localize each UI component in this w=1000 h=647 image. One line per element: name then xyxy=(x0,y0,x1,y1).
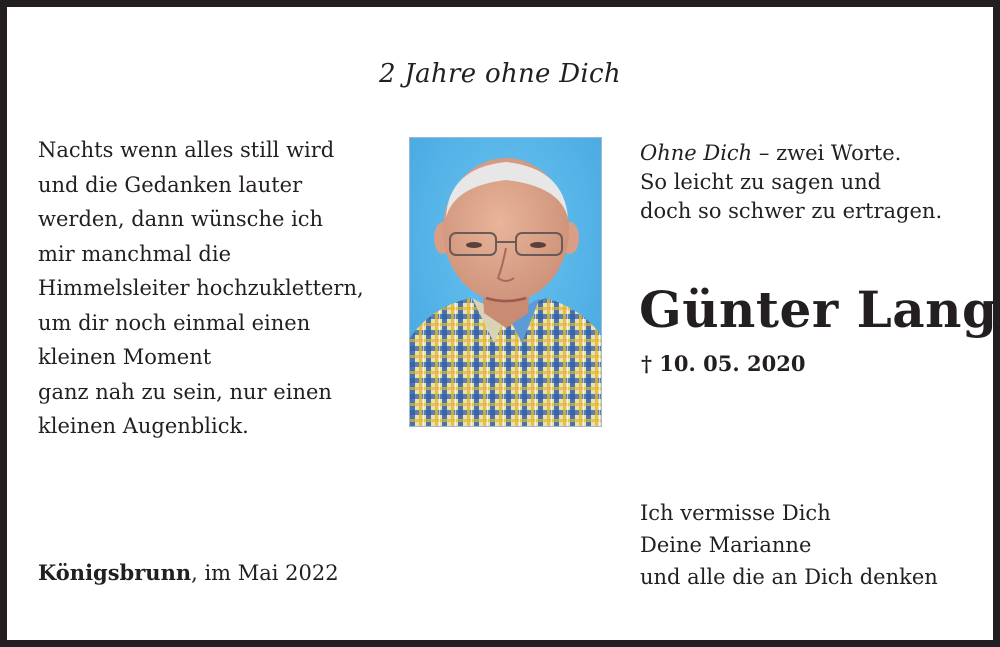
quote-line xyxy=(640,139,942,168)
quote-line: So leicht zu sagen und xyxy=(640,170,882,194)
place-town: Königsbrunn xyxy=(38,560,192,585)
death-date: † 10. 05. 2020 xyxy=(641,351,806,376)
signoff-line: Ich vermisse Dich xyxy=(640,501,831,525)
place-date xyxy=(38,560,339,585)
notice-heading: 2 Jahre ohne Dich xyxy=(379,59,621,89)
poem-line: ganz nah zu sein, nur einen xyxy=(38,379,332,404)
poem-line: kleinen Moment xyxy=(38,345,212,369)
quote-line-rest: – zwei Worte. xyxy=(752,141,902,165)
poem-line: und die Gedanken lauter xyxy=(38,172,303,197)
signoff-text xyxy=(640,497,938,593)
place-date-rest: , im Mai 2022 xyxy=(191,561,339,585)
poem-line: kleinen Augenblick. xyxy=(38,414,249,438)
quote-line: doch so schwer zu ertragen. xyxy=(640,199,943,223)
poem-line: Nachts wenn alles still wird xyxy=(38,138,335,162)
poem-line: um dir noch einmal einen xyxy=(38,310,311,335)
poem-line: werden, dann wünsche ich xyxy=(38,207,324,231)
signoff-line: Deine Marianne xyxy=(640,533,812,557)
signoff-line: und alle die an Dich denken xyxy=(640,565,938,589)
poem-line: Himmelsleiter hochzuklettern, xyxy=(38,276,364,300)
portrait-photo xyxy=(409,137,602,427)
poem-line: mir manchmal die xyxy=(38,241,231,266)
quote-italic: Ohne Dich xyxy=(640,141,753,165)
quote-text xyxy=(640,139,942,226)
poem-text xyxy=(38,133,398,444)
deceased-name: Günter Lang xyxy=(639,280,998,339)
